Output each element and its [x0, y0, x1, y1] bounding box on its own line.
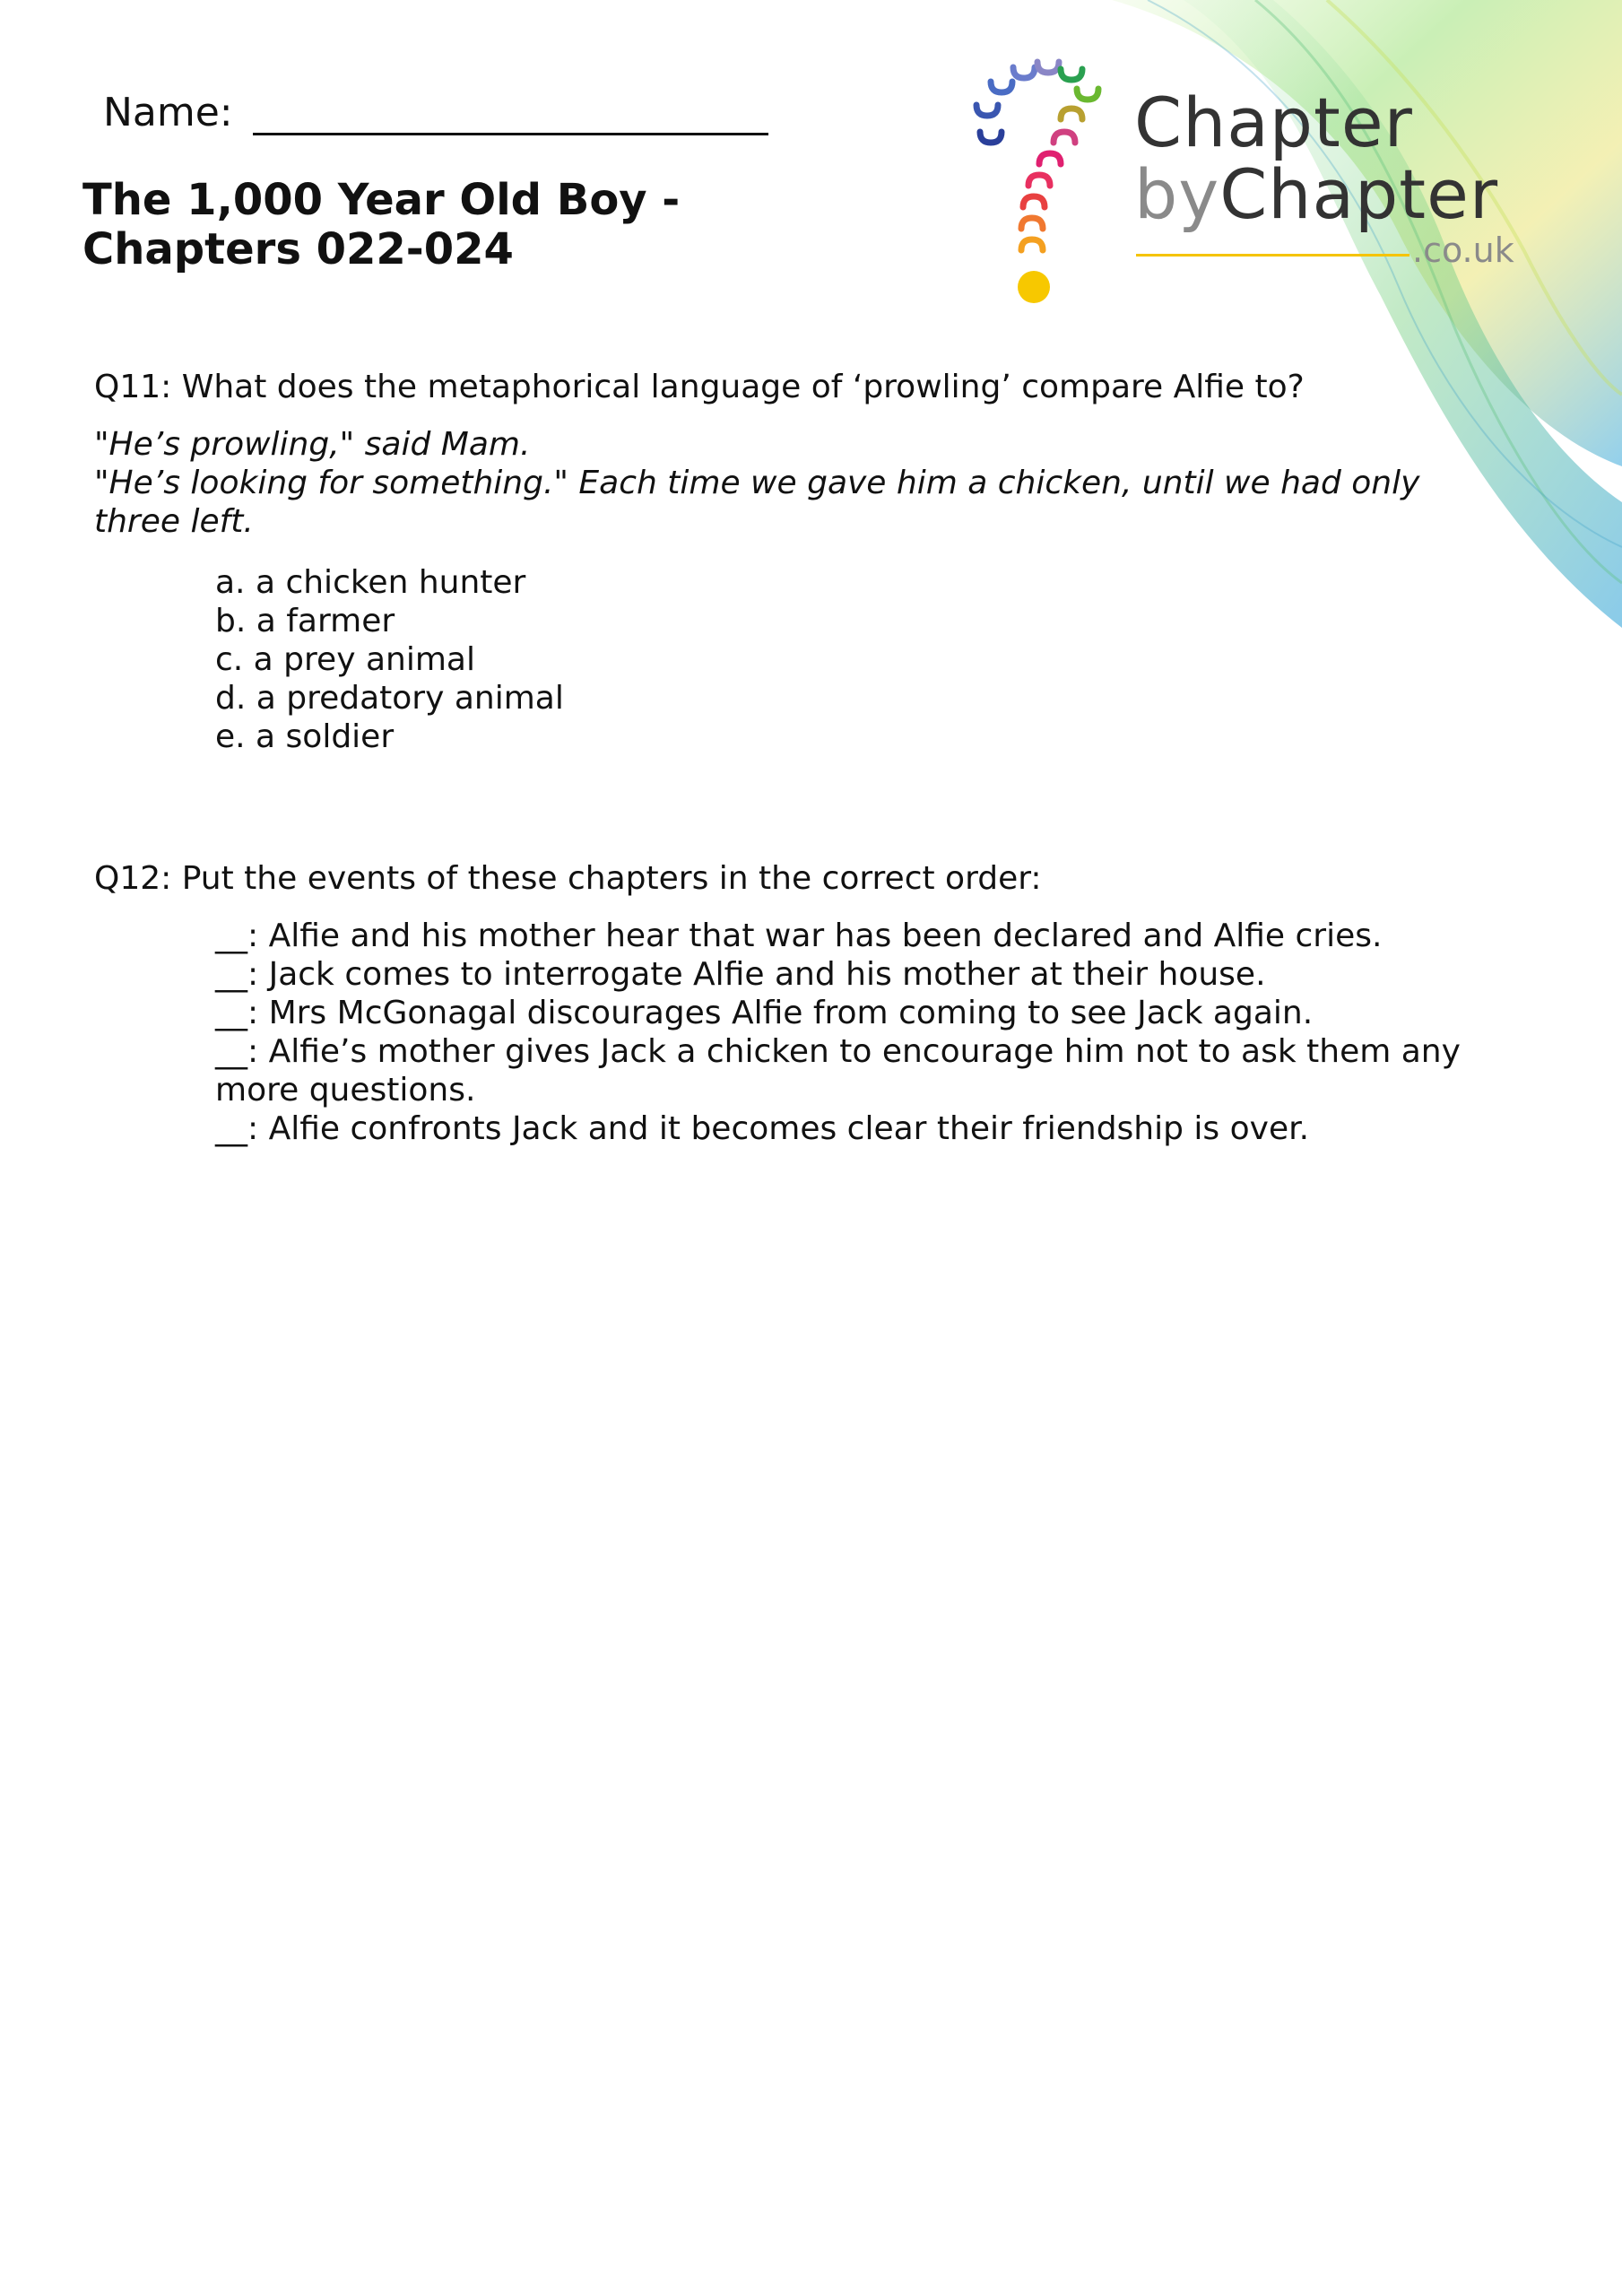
q11-option-e[interactable]: e. a soldier — [215, 718, 395, 755]
q11-quote-line: "He’s looking for something." Each time we gave him a chicken, until we had only — [94, 465, 1420, 501]
logo-word-by: by — [1134, 154, 1220, 234]
question-mark-books-icon — [964, 49, 1116, 309]
chapter-by-chapter-logo — [964, 49, 1556, 318]
q12-events-list — [215, 917, 1497, 1148]
q12-question: Q12: Put the events of these chapters in the correct order: — [94, 860, 1042, 897]
q11-option-b[interactable]: b. a farmer — [215, 603, 395, 639]
logo-wordmark — [1134, 83, 1499, 234]
logo-word-bychapter — [1134, 154, 1499, 234]
q11-question: Q11: What does the metaphorical language of ‘prowling’ compare Alfie to? — [94, 369, 1305, 405]
title-line-1: The 1,000 Year Old Boy - — [82, 175, 681, 225]
q11-options-list — [215, 563, 564, 756]
q11-option-a[interactable]: a. a chicken hunter — [215, 564, 526, 601]
title-line-2: Chapters 022-024 — [82, 224, 514, 274]
worksheet-title — [82, 176, 710, 274]
logo-word-chapter-2: Chapter — [1219, 154, 1499, 234]
q11-quote-line: three left. — [94, 503, 254, 540]
q12-event-item[interactable]: __: Alfie confronts Jack and it becomes clear their friendship is over. — [215, 1110, 1310, 1147]
q11-quote-line: "He’s prowling," said Mam. — [94, 426, 531, 463]
logo-underline-divider — [1136, 254, 1409, 257]
name-blank-line[interactable] — [253, 91, 768, 135]
logo-word-chapter: Chapter — [1134, 83, 1413, 162]
q12-event-item[interactable]: __: Alfie and his mother hear that war has been declared and Alfie cries. — [215, 918, 1383, 954]
q12-event-item[interactable]: __: Alfie’s mother gives Jack a chicken to encourage him not to ask them any — [215, 1033, 1461, 1070]
q12-event-item[interactable]: __: Jack comes to interrogate Alfie and his mother at their house. — [215, 956, 1266, 993]
q12-event-item-continuation: more questions. — [215, 1072, 476, 1109]
logo-domain-suffix: .co.uk — [1412, 230, 1514, 270]
q12-event-item[interactable]: __: Mrs McGonagal discourages Alfie from coming to see Jack again. — [215, 995, 1314, 1031]
name-field-row — [103, 90, 768, 135]
name-label: Name: — [103, 90, 233, 135]
q11-quote — [94, 425, 1493, 541]
q11-option-c[interactable]: c. a prey animal — [215, 641, 475, 678]
q11-option-d[interactable]: d. a predatory animal — [215, 680, 564, 717]
